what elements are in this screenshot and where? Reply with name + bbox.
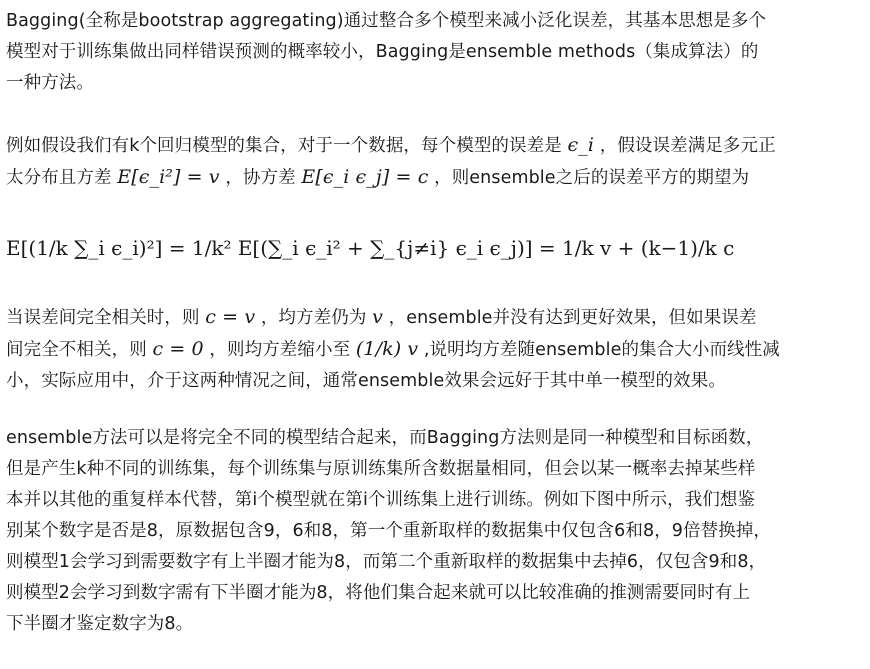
paragraph-bagging-intro — [6, 6, 868, 99]
text-line: 则模型1会学习到需要数字有上半圈才能为8，而第二个重新取样的数据集中去掉6，仅包含9和8， — [6, 552, 767, 572]
text-segment: 当误差间完全相关时，则 — [6, 308, 200, 328]
text-line: 本并以其他的重复样本代替，第i个模型就在第i个训练集上进行训练。例如下图中所示，我们想鉴 — [6, 490, 756, 510]
text-segment: ，假设误差满足多元正 — [599, 136, 776, 156]
expected-error-formula — [6, 218, 868, 278]
text-line: Bagging(全称是bootstrap aggregating)通过整合多个模型来减小泛化误差，其基本思想是多个 — [6, 11, 767, 31]
text-line: ensemble方法可以是将完全不同的模型结合起来，而Bagging方法则是同一种模型和目标函数， — [6, 428, 764, 448]
text-line: 模型对于训练集做出同样错误预测的概率较小，Bagging是ensemble methods（集成算法）的 — [6, 42, 759, 62]
math-c-equals-0: c = 0 — [152, 338, 204, 360]
paragraph-error-assumption — [6, 130, 868, 194]
text-segment: ,说明均方差随ensemble的集合大小而线性减 — [423, 340, 780, 360]
text-segment: ，则ensemble之后的误差平方的期望为 — [434, 168, 750, 188]
math-v-over-k: (1/k) v — [355, 338, 419, 360]
math-epsilon-i: ϵ_i — [567, 134, 595, 156]
text-line: 别某个数字是否是8，原数据包含9，6和8，第一个重新取样的数据集中仅包含6和8，9倍替换掉， — [6, 521, 772, 541]
paragraph-correlation-cases — [6, 302, 868, 397]
text-segment: ，ensemble并没有达到更好效果，但如果误差 — [388, 308, 757, 328]
text-line: 一种方法。 — [6, 73, 94, 93]
math-c-equals-v: c = v — [205, 306, 256, 328]
text-segment: ，协方差 — [225, 168, 296, 188]
text-line: 下半圈才鉴定数字为8。 — [6, 614, 194, 634]
article-body — [6, 6, 868, 640]
text-segment: 太分布且方差 — [6, 168, 112, 188]
text-segment: 间完全不相关，则 — [6, 340, 147, 360]
math-covariance: E[ϵ_i ϵ_j] = c — [301, 166, 429, 188]
text-line: 小，实际应用中，介于这两种情况之间，通常ensemble效果会远好于其中单一模型的效果。 — [6, 371, 726, 391]
text-segment: 例如假设我们有k个回归模型的集合，对于一个数据，每个模型的误差是 — [6, 136, 562, 156]
text-segment: ，则均方差缩小至 — [209, 340, 351, 360]
math-variance: E[ϵ_i²] = v — [117, 166, 220, 188]
text-segment: ，均方差仍为 — [260, 308, 367, 328]
paragraph-bagging-example — [6, 423, 868, 640]
math-v: v — [372, 306, 383, 328]
text-line: 但是产生k种不同的训练集，每个训练集与原训练集所含数据量相同，但会以某一概率去掉某些样 — [6, 459, 756, 479]
formula-text: E[(1/k ∑_i ϵ_i)²] = 1/k² E[(∑_i ϵ_i² + ∑_{j≠i} ϵ_i ϵ_j)] = 1/k v + (k−1)/k c — [6, 236, 735, 260]
text-line: 则模型2会学习到数字需有下半圈才能为8，将他们集合起来就可以比较准确的推测需要同时有上 — [6, 583, 751, 603]
